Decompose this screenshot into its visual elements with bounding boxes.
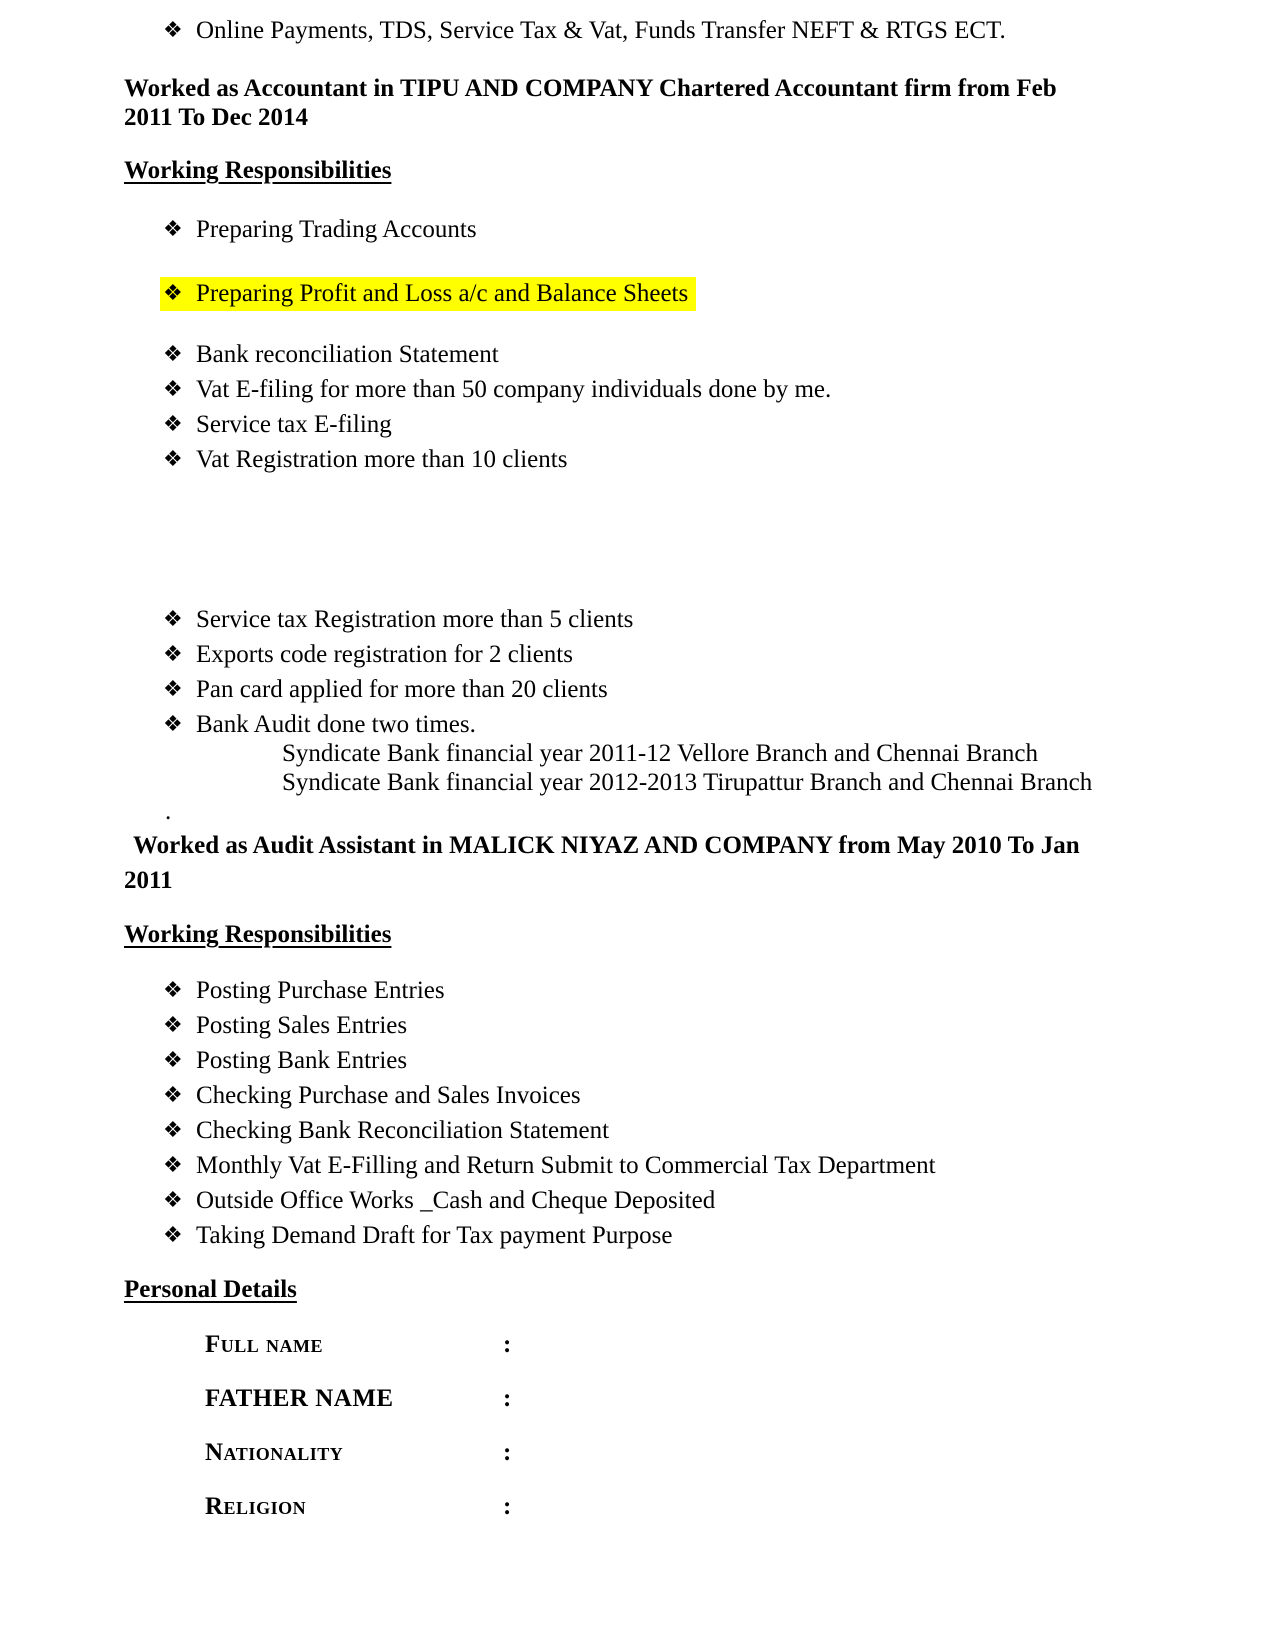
bullet-diamond-icon: ❖ — [163, 377, 183, 402]
vertical-gap — [124, 480, 1185, 605]
bullet-diamond-icon: ❖ — [163, 1153, 183, 1178]
bullet-diamond-icon: ❖ — [163, 978, 183, 1003]
personal-detail-label: FATHER NAME — [205, 1385, 394, 1412]
highlighted-text — [160, 277, 696, 311]
list-item-text: Posting Bank Entries — [196, 1047, 408, 1074]
bullet-diamond-icon: ❖ — [163, 217, 183, 242]
bullet-diamond-icon: ❖ — [163, 712, 183, 737]
list-item-text: Vat E-filing for more than 50 company individuals done by me. — [196, 376, 832, 403]
personal-detail-row — [124, 1384, 1185, 1413]
bank-audit-detail-line: Syndicate Bank financial year 2011-12 Vellore Branch and Chennai Branch — [282, 740, 1039, 767]
bullet-diamond-icon: ❖ — [163, 412, 183, 437]
list-item — [124, 1151, 1185, 1180]
list-item-text: Online Payments, TDS, Service Tax & Vat, Funds Transfer NEFT & RTGS ECT. — [196, 17, 1006, 44]
bank-audit-detail-line: Syndicate Bank financial year 2012-2013 Tirupattur Branch and Chennai Branch — [282, 769, 1093, 796]
list-item — [124, 640, 1185, 669]
list-item — [124, 1011, 1185, 1040]
list-item-text: Preparing Trading Accounts — [196, 216, 477, 243]
list-item-text: Posting Purchase Entries — [196, 977, 445, 1004]
list-item-text: Monthly Vat E-Filling and Return Submit to Commercial Tax Department — [196, 1152, 936, 1179]
working-responsibilities-title: Working Responsibilities — [124, 921, 392, 948]
list-item — [124, 976, 1185, 1005]
bullet-diamond-icon: ❖ — [163, 1013, 183, 1038]
colon-separator: : — [503, 1385, 512, 1412]
colon-separator: : — [503, 1439, 512, 1466]
bullet-diamond-icon: ❖ — [163, 1118, 183, 1143]
job1-heading: Worked as Accountant in TIPU AND COMPANY Chartered Accountant firm from Feb 2011 To Dec 2014 — [124, 75, 1057, 131]
list-item — [124, 410, 1185, 439]
list-item-text: Bank reconciliation Statement — [196, 341, 499, 368]
list-item-text: Preparing Profit and Loss a/c and Balance Sheets — [196, 280, 689, 307]
list-item-text: Service tax E-filing — [196, 411, 392, 438]
list-item-text: Exports code registration for 2 clients — [196, 641, 573, 668]
personal-detail-label: Religion — [205, 1493, 307, 1520]
list-item — [124, 1221, 1185, 1250]
personal-details-title: Personal Details — [124, 1276, 297, 1303]
bullet-diamond-icon: ❖ — [163, 281, 183, 306]
list-item-text: Service tax Registration more than 5 clients — [196, 606, 634, 633]
list-item-text: Checking Purchase and Sales Invoices — [196, 1082, 581, 1109]
list-item-text: Vat Registration more than 10 clients — [196, 446, 568, 473]
bullet-diamond-icon: ❖ — [163, 607, 183, 632]
list-item-text: Bank Audit done two times. — [196, 711, 476, 738]
list-item — [124, 605, 1185, 634]
list-item — [124, 215, 1185, 244]
bullet-diamond-icon: ❖ — [163, 1083, 183, 1108]
list-item — [124, 675, 1185, 704]
working-responsibilities-title: Working Responsibilities — [124, 157, 392, 184]
stray-period: . — [165, 798, 172, 825]
list-item-text: Pan card applied for more than 20 clients — [196, 676, 608, 703]
colon-separator: : — [503, 1493, 512, 1520]
list-item-text: Taking Demand Draft for Tax payment Purpose — [196, 1222, 673, 1249]
list-item — [124, 1116, 1185, 1145]
bullet-diamond-icon: ❖ — [163, 677, 183, 702]
personal-detail-label: Nationality — [205, 1439, 344, 1466]
list-item — [124, 710, 1185, 739]
list-item — [124, 1081, 1185, 1110]
list-item — [124, 16, 1185, 45]
bullet-diamond-icon: ❖ — [163, 1188, 183, 1213]
bullet-diamond-icon: ❖ — [163, 447, 183, 472]
job2-heading: Worked as Audit Assistant in MALICK NIYAZ AND COMPANY from May 2010 To Jan 2011 — [124, 832, 1080, 894]
bullet-diamond-icon: ❖ — [163, 642, 183, 667]
list-item — [124, 340, 1185, 369]
list-item — [124, 1046, 1185, 1075]
list-item-text: Outside Office Works _Cash and Cheque Deposited — [196, 1187, 716, 1214]
list-item — [124, 277, 1185, 311]
bullet-diamond-icon: ❖ — [163, 342, 183, 367]
personal-detail-row — [124, 1492, 1185, 1521]
bullet-diamond-icon: ❖ — [163, 1223, 183, 1248]
bullet-diamond-icon: ❖ — [163, 18, 183, 43]
list-item-text: Posting Sales Entries — [196, 1012, 408, 1039]
list-item-text: Checking Bank Reconciliation Statement — [196, 1117, 610, 1144]
personal-detail-row — [124, 1330, 1185, 1359]
colon-separator: : — [503, 1331, 512, 1358]
bullet-diamond-icon: ❖ — [163, 1048, 183, 1073]
list-item — [124, 1186, 1185, 1215]
list-item — [124, 445, 1185, 474]
personal-detail-row — [124, 1438, 1185, 1467]
personal-detail-label: Full name — [205, 1331, 324, 1358]
list-item — [124, 375, 1185, 404]
